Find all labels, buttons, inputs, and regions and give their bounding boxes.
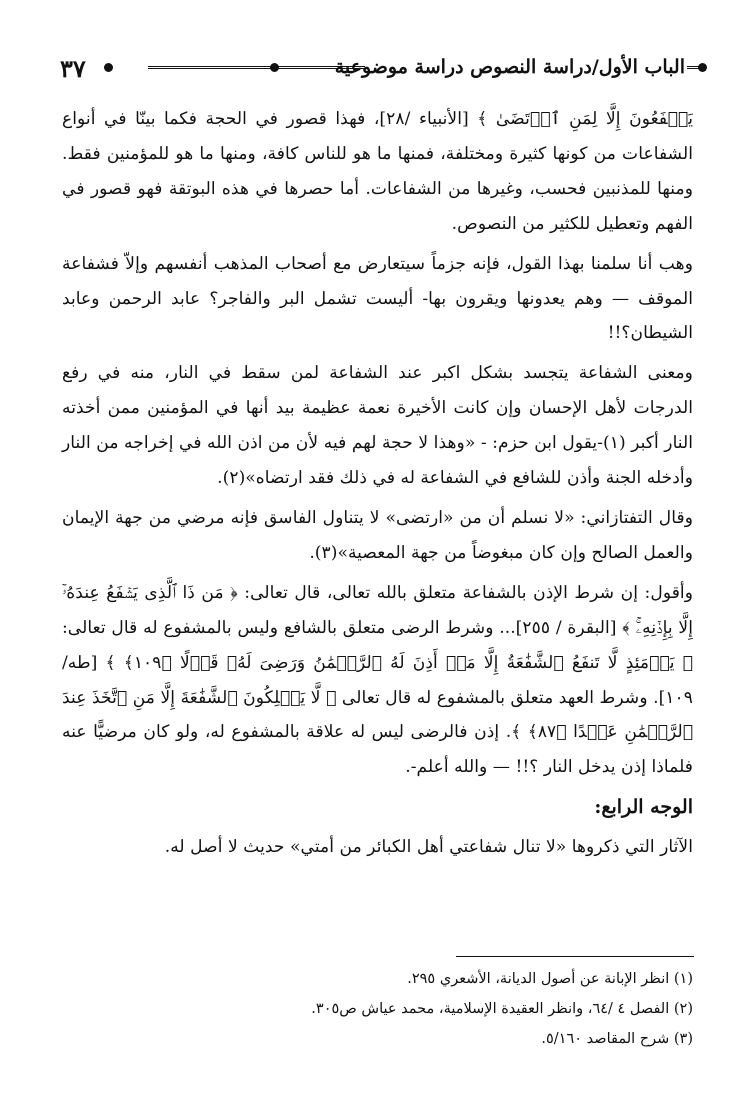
section-heading: الوجه الرابع:	[594, 796, 693, 819]
rule-ornament-left	[104, 63, 113, 72]
footnotes	[62, 964, 693, 1054]
rule-ornament-center	[270, 63, 279, 72]
paragraph: يَشۡفَعُونَ إِلَّا لِمَنِ ٱرۡتَضَىٰ ﴾ [الأنبياء /٢٨]، فهذا قصور في الحجة فكما بينّا في أنواع الشفاعات من كونها كثيرة ومختلفة، فمنها ما هو للناس كافة، ومنها ما هو للمؤمنين فقط. ومنها للمذنبين فحسب، وغيرها من الشفاعات. أما حصرها في هذه البوتقة فهو قصور في الفهم وتعطيل للكثير من النصوص.	[62, 109, 693, 234]
footnote: (١) انظر الإبانة عن أصول الديانة، الأشعري ٢٩٥.	[407, 971, 693, 987]
main-text	[62, 102, 693, 870]
header-rule-left	[148, 66, 365, 69]
paragraph: وأقول: إن شرط الإذن بالشفاعة متعلق بالله تعالى، قال تعالى: ﴿ مَن ذَا ٱلَّذِى يَشۡفَعُ عِندَهُۥٓ إِلَّا بِإِذۡنِهِۦۚ ﴾ [البقرة / ٢٥٥]... وشرط الرضى متعلق بالشافع وليس بالمشفوع له قال تعالى: ﴿ يَوۡمَئِذٍ لَّا تَنفَعُ ٱلشَّفَٰعَةُ إِلَّا مَنۡ أَذِنَ لَهُ ٱلرَّحۡمَٰنُ وَرَضِىَ لَهُۥ قَوۡلًا ﴿١٠٩﴾ ﴾ [طه/ ١٠٩]. وشرط العهد متعلق بالمشفوع له قال تعالى ﴿ لَّا يَمۡلِكُونَ ٱلشَّفَٰعَةَ إِلَّا مَنِ ٱتَّخَذَ عِندَ ٱلرَّحۡمَٰنِ عَهۡدًا ﴿٨٧﴾ ﴾. إذن فالرضى ليس له علاقة بالمشفوع له، ولو كان مرضيًّا عنه فلماذا إذن يدخل النار ؟!! — والله أعلم-.	[62, 582, 694, 778]
paragraph: ومعنى الشفاعة يتجسد بشكل اكبر عند الشفاعة لمن سقط في النار، منه في رفع الدرجات لأهل الإحسان وإن كانت الأخيرة نعمة عظيمة بيد أنها في المؤمنين ممن أخذته النار أكبر (١)-يقول ابن حزم: - «وهذا لا حجة لهم فيه لأن من اذن الله في إخراجه من النار وأدخله الجنة وأذن للشافع في الشفاعة له في ذلك فقد ارتضاه»(٢).	[62, 363, 694, 489]
footnote: (٢) الفصل ٤ /٦٤، وانظر العقيدة الإسلامية، محمد عياش ص٣٠٥.	[311, 1001, 693, 1017]
paragraph: وقال التفتازاني: «لا نسلم أن من «ارتضى» لا يتناول الفاسق فإنه مرضي من جهة الإيمان والعمل الصالح وإن كان مبغوضاً من جهة المعصية»(٣).	[62, 507, 693, 563]
paragraph: الآثار التي ذكروها «لا تنال شفاعتي أهل الكبائر من أمتي» حديث لا أصل له.	[164, 837, 693, 858]
page-header	[48, 52, 707, 88]
footnote: (٣) شرح المقاصد ٥/١٦٠.	[541, 1031, 693, 1047]
rule-ornament-right	[698, 63, 707, 72]
running-title: الباب الأول/دراسة النصوص دراسة موضوعية	[334, 56, 685, 78]
page-number: ٣٧	[60, 54, 86, 83]
paragraph: وهب أنا سلمنا بهذا القول، فإنه جزماً سيتعارض مع أصحاب المذهب أنفسهم وإلاّ فشفاعة الموقف — وهم يعدونها ويقرون بها- أليست تشمل البر والفاجر؟ عابد الرحمن وعابد الشيطان؟!!	[62, 253, 693, 344]
footnote-separator	[456, 956, 694, 957]
